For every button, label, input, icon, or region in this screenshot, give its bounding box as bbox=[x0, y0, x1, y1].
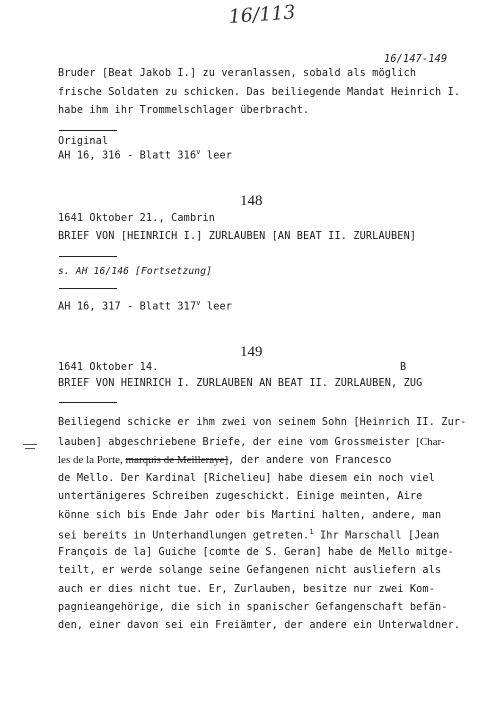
body-line-1: Beiliegend schicke er ihm zwei von seinem Sohn [Heinrich II. Zur- bbox=[58, 417, 467, 428]
doc149-title: BRIEF VON HEINRICH I. ZURLAUBEN AN BEAT II. ZURLAUBEN, ZUG bbox=[58, 378, 423, 389]
body-line-12: den, einer davon sei ein Freiämter, der andere ein Unterwaldner. bbox=[58, 620, 461, 631]
body-line-4: de Mello. Der Kardinal [Richelieu] habe diesem ein noch viel bbox=[58, 473, 436, 484]
doc148-source-reference: AH 16, 317 - Blatt 317$^v$ leer bbox=[58, 299, 233, 313]
archive-number-handwritten: 16/113 bbox=[228, 1, 297, 28]
intro-line-1: Bruder [Beat Jakob I.] zu veranlassen, sobald als möglich bbox=[58, 68, 417, 79]
body-line-2: lauben] abgeschriebene Briefe, der eine vom Grossmeister [Char- bbox=[58, 436, 445, 448]
doc149-date: 1641 Oktober 14. bbox=[58, 362, 159, 373]
body-line-5: untertänigeres Schreiben zugeschickt. Einige meinten, Aire bbox=[58, 491, 423, 502]
margin-mark bbox=[23, 444, 37, 445]
doc148-date-place: 1641 Oktober 21., Cambrin bbox=[58, 213, 216, 224]
separator-rule bbox=[59, 256, 117, 257]
separator-rule bbox=[59, 288, 117, 289]
margin-mark bbox=[25, 448, 35, 449]
handwritten-correction: marquis de Meilleraye] bbox=[125, 454, 229, 466]
body-line-11: pagnieangehörige, die sich in spanischer Gefangenschaft befän- bbox=[58, 602, 448, 613]
document-number-148: 148 bbox=[240, 193, 263, 209]
source-reference: AH 16, 316 - Blatt 316$^v$ leer bbox=[58, 148, 233, 162]
body-line-6: könne sich bis Ende Jahr oder bis Martini halten, andere, man bbox=[58, 510, 442, 521]
body-line-3: les de la Porte, marquis de Meilleraye], der andere von Francesco bbox=[58, 454, 392, 466]
separator-rule bbox=[59, 402, 117, 403]
doc149-marker: B bbox=[400, 362, 407, 373]
intro-line-2: frische Soldaten zu schicken. Das beiliegende Mandat Heinrich I. bbox=[58, 87, 461, 98]
handwritten-correction: [Char- bbox=[416, 436, 445, 448]
doc148-title: BRIEF VON [HEINRICH I.] ZURLAUBEN [AN BEAT II. ZURLAUBEN] bbox=[58, 231, 417, 242]
source-label: Original bbox=[58, 136, 109, 147]
doc148-note: s. AH 16/146 [Fortsetzung] bbox=[58, 266, 213, 277]
footnote-marker: 1 bbox=[309, 528, 314, 536]
document-number-149: 149 bbox=[240, 344, 263, 360]
page-reference: 16/147-149 bbox=[384, 54, 448, 65]
separator-rule bbox=[59, 130, 117, 131]
body-line-8: François de la] Guiche [comte de S. Geran] habe de Mello mitge- bbox=[58, 547, 454, 558]
body-line-10: auch er dies nicht tue. Er, Zurlauben, besitze nur zwei Kom- bbox=[58, 584, 436, 595]
intro-line-3: habe ihm ihr Trommelschlager überbracht. bbox=[58, 105, 310, 116]
body-line-7: sei bereits in Unterhandlungen getreten.$^1$ Ihr Marschall [Jean bbox=[58, 528, 440, 542]
body-line-9: teilt, er werde solange seine Gefangenen nicht ausliefern als bbox=[58, 565, 442, 576]
